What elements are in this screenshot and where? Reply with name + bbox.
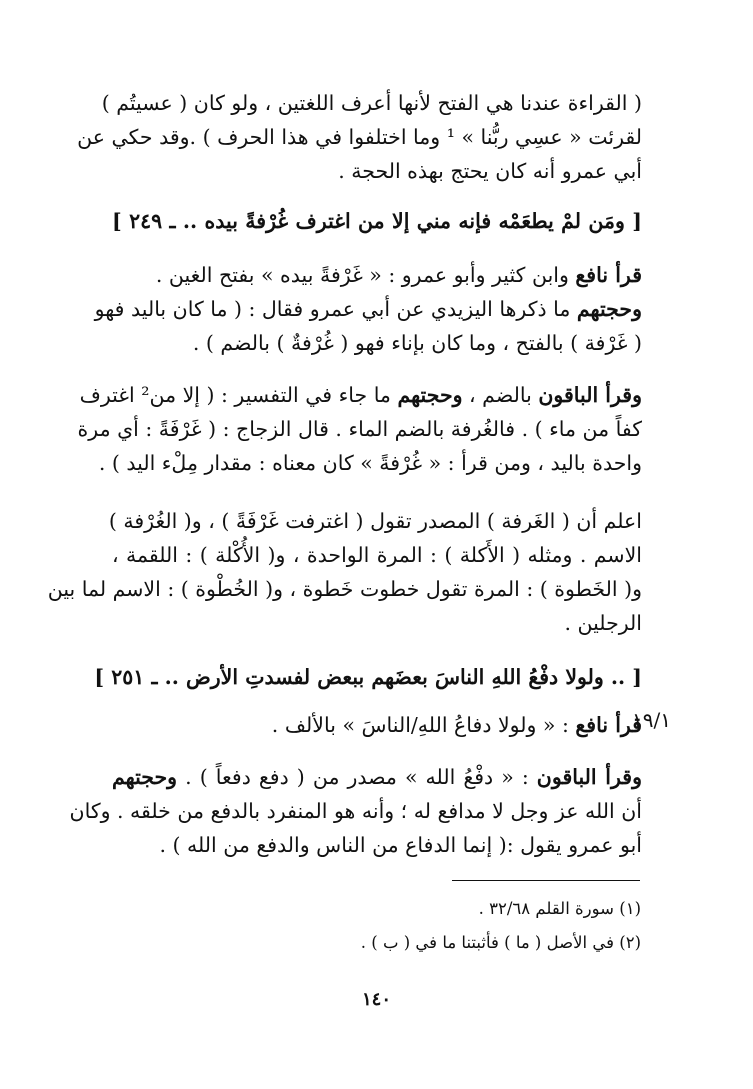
footnote-separator <box>452 880 640 881</box>
text-line: الاسم . ومثله ( الأَكلة ) : المرة الواحدة ، و( الأُكْلة ) : اللقمة ، <box>112 543 642 567</box>
verse-text: [ ومَن لمْ يطعَمْه فإنه مني إلا من اغترف غُرْفةً بيده .. ـ ٢٤٩ ] <box>112 209 642 233</box>
manuscript-folio-ref: ١٩/١ <box>632 708 671 732</box>
paragraph-5 <box>112 708 642 742</box>
text-line: الرجلين . <box>564 611 642 635</box>
quran-verse-249 <box>112 204 642 238</box>
argument-label: وحجتهم <box>397 383 463 407</box>
paragraph-1 <box>77 86 642 188</box>
reader-label: قرأ نافع <box>575 263 642 287</box>
text-line: وحجتهم ما ذكرها اليزيدي عن أبي عمرو فقال : ( ما كان باليد فهو <box>94 297 642 321</box>
text-line: و( الخَطوة ) : المرة تقول خطوت خَطوة ، و( الخُطْوة ) : الاسم لما بين <box>47 577 642 601</box>
paragraph-3 <box>77 378 642 480</box>
text-line: قرأ نافع : « ولولا دفاعُ اللهِ/الناسَ » بالألف . <box>271 713 642 737</box>
reader-label: وقرأ الباقون <box>538 383 642 407</box>
text-line: واحدة باليد ، ومن قرأ : « غُرْفةً » كان معناه : مقدار مِلْء اليد ) . <box>98 451 642 475</box>
text-line: اعلم أن ( الغَرفة ) المصدر تقول ( اغترفت غَرْفَةً ) ، و( الغُرْفة ) <box>108 509 642 533</box>
paragraph-4 <box>47 504 642 640</box>
text-line: ( القراءة عندنا هي الفتح لأنها أعرف اللغتين ، ولو كان ( عسيتُم ) <box>101 91 642 115</box>
text-line: وقرأ الباقون : « دفْعُ الله » مصدر من ( دفع دفعاً ) . وحجتهم <box>112 765 642 789</box>
quran-verse-251 <box>94 660 642 694</box>
text-line: قرأ نافع وابن كثير وأبو عمرو : « غَرْفةً بيده » بفتح الغين . <box>155 263 642 287</box>
text-line: لقرئت « عسِي ربُّنا » ¹ وما اختلفوا في هذا الحرف ) .وقد حكي عن <box>77 125 642 149</box>
page-number: ١٤٠ <box>361 989 391 1010</box>
text-line: وقرأ الباقون بالضم ، وحجتهم ما جاء في التفسير : ( إلا من² اغترف <box>79 383 642 407</box>
argument-label: وحجتهم <box>112 765 178 789</box>
paragraph-2 <box>94 258 642 360</box>
paragraph-6 <box>69 760 642 862</box>
text-line: ( غَرْفة ) بالفتح ، وما كان بإناء فهو ( غُرْفةٌ ) بالضم ) . <box>192 331 642 355</box>
argument-label: وحجتهم <box>576 297 642 321</box>
footnote-1: (١) سورة القلم ٣٢/٦٨ . <box>478 899 641 918</box>
text-line: أبي عمرو أنه كان يحتج بهذه الحجة . <box>338 159 642 183</box>
verse-text: [ .. ولولا دفْعُ اللهِ الناسَ بعضَهم ببعض لفسدتِ الأرض .. ـ ٢٥١ ] <box>94 665 642 689</box>
text-line: أبو عمرو يقول :( إنما الدفاع من الناس والدفع من الله ) . <box>159 833 642 857</box>
footnote-2: (٢) في الأصل ( ما ) فأثبتنا ما في ( ب ) . <box>360 933 641 952</box>
reader-label: قرأ نافع <box>575 713 642 737</box>
text-line: كفاً من ماء ) . فالغُرفة بالضم الماء . قال الزجاج : ( غَرْفَةً : أي مرة <box>77 417 642 441</box>
reader-label: وقرأ الباقون <box>536 765 642 789</box>
text-line: أن الله عز وجل لا مدافع له ؛ وأنه هو المنفرد بالدفع من خلقه . وكان <box>69 799 642 823</box>
